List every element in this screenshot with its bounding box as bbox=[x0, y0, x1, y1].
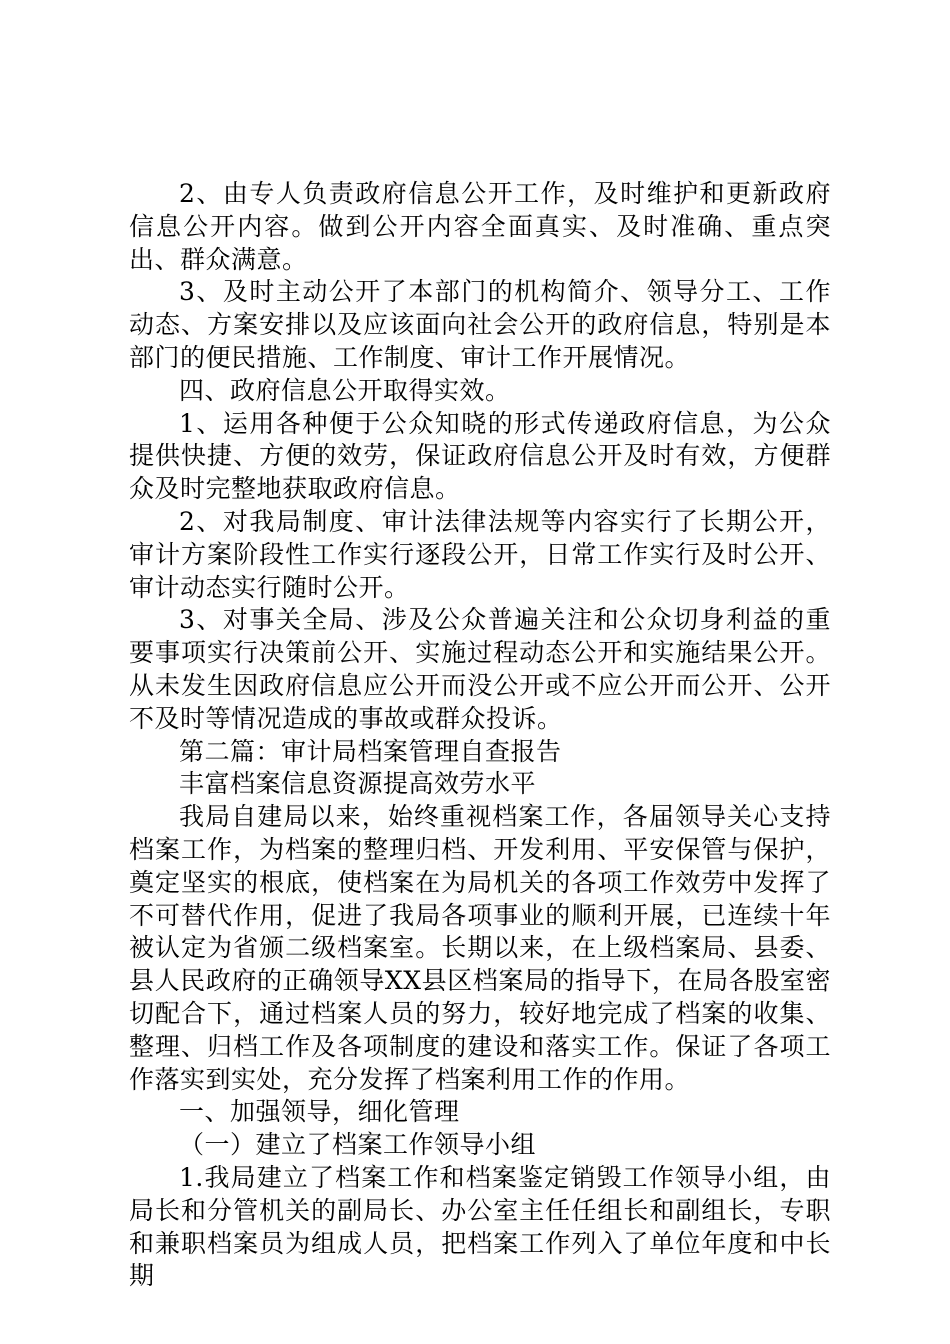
paragraph: 我局自建局以来，始终重视档案工作，各届领导关心支持档案工作，为档案的整理归档、开发利用、平安保管与保护，奠定坚实的根底，使档案在为局机关的各项工作效劳中发挥了不可替代作用，促进了我局各项事业的顺利开展，已连续十年被认定为省颁二级档案室。长期以来，在上级档案局、县委、县人民政府的正确领导XX县区档案局的指导下，在局各股室密切配合下，通过档案人员的努力，较好地完成了档案的收集、整理、归档工作及各项制度的建设和落实工作。保证了各项工作落实到实处，充分发挥了档案利用工作的作用。 bbox=[129, 802, 831, 1094]
paragraph: 1、运用各种便于公众知晓的形式传递政府信息，为公众提供快捷、方便的效劳，保证政府信息公开及时有效，方便群众及时完整地获取政府信息。 bbox=[129, 408, 831, 504]
paragraph: 1.我局建立了档案工作和档案鉴定销毁工作领导小组，由局长和分管机关的副局长、办公室主任任组长和副组长，专职和兼职档案员为组成人员，把档案工作列入了单位年度和中长期 bbox=[129, 1162, 831, 1291]
paragraph: 3、及时主动公开了本部门的机构简介、领导分工、工作动态、方案安排以及应该面向社会公开的政府信息，特别是本部门的便民措施、工作制度、审计工作开展情况。 bbox=[129, 277, 831, 372]
chapter-title: 第二篇：审计局档案管理自查报告 bbox=[179, 736, 562, 766]
paragraph: 2、对我局制度、审计法律法规等内容实行了长期公开，审计方案阶段性工作实行逐段公开，日常工作实行及时公开、审计动态实行随时公开。 bbox=[129, 506, 831, 602]
subtitle: 丰富档案信息资源提高效劳水平 bbox=[179, 769, 537, 799]
section-heading: 一、加强领导，细化管理 bbox=[179, 1097, 460, 1127]
section-heading: 四、政府信息公开取得实效。 bbox=[179, 375, 511, 405]
paragraph: 2、由专人负责政府信息公开工作，及时维护和更新政府信息公开内容。做到公开内容全面真实、及时准确、重点突出、群众满意。 bbox=[129, 179, 831, 274]
subsection-heading: （一）建立了档案工作领导小组 bbox=[179, 1130, 537, 1160]
document-body bbox=[129, 178, 831, 1293]
paragraph: 3、对事关全局、涉及公众普遍关注和公众切身利益的重要事项实行决策前公开、实施过程动态公开和实施结果公开。从未发生因政府信息应公开而没公开或不应公开而公开、公开不及时等情况造成的事故或群众投诉。 bbox=[129, 605, 831, 733]
